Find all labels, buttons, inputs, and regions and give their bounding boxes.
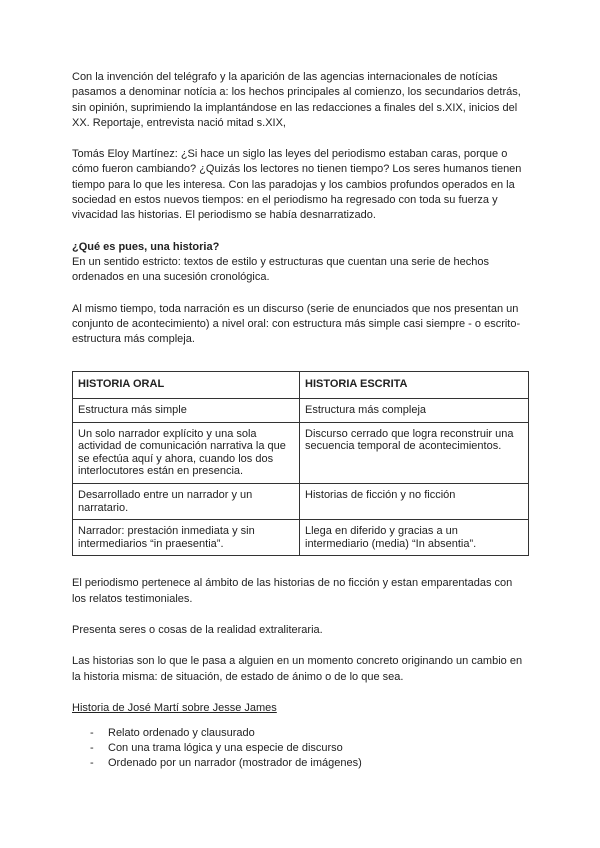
table-row [73,520,529,556]
table-cell: Historias de ficción y no ficción [300,484,529,520]
table-cell: Discurso cerrado que logra reconstruir una secuencia temporal de acontecimientos. [300,422,529,483]
list-item-text: Ordenado por un narrador (mostrador de imágenes) [108,757,362,770]
comparison-table [72,371,529,556]
table-cell: Estructura más compleja [300,399,529,423]
list-item-text: Relato ordenado y clausurado [108,727,255,740]
bullet-marker: - [90,742,94,755]
paragraph-presenta: Presenta seres o cosas de la realidad extraliteraria. [72,623,323,636]
table-cell: Desarrollado entre un narrador y un narratario. [73,484,300,520]
table-cell: Un solo narrador explícito y una sola actividad de comunicación narrativa la que se efectúa aquí y ahora, cuando los dos interlocutores están en presencia. [73,422,300,483]
paragraph-narracion: Al mismo tiempo, toda narración es un discurso (serie de enunciados que nos presentan un conjunto de acontecimiento) a nivel oral: con estructura más simple casi siempre - o escrito-estructura más compleja. [72,302,521,346]
paragraph-historias: Las historias son lo que le pasa a alguien en un momento concreto originando un cambio en la historia misma: de situación, de estado de ánimo o de lo que sea. [72,655,523,683]
table-cell: Narrador: prestación inmediata y sin intermediarios “in praesentia”. [73,520,300,556]
table-cell: Estructura más simple [73,399,300,423]
table-row [73,422,529,483]
list-item [72,726,528,741]
table-row [73,399,529,423]
link-jose-marti-jesse-james[interactable]: Historia de José Martí sobre Jesse James [72,701,277,714]
table-header-escrita: HISTORIA ESCRITA [300,372,529,399]
paragraph-intro: Con la invención del telégrafo y la aparición de las agencias internacionales de notícias pasamos a denominar notícia a: los hechos principales al comienzo, los secundarios detrás, sin opinión, suprimiendo la implantándose en las redacciones a finales del s.XIX, inicios del XX. Reportaje, entrevista nació mitad s.XIX, [72,71,521,129]
table-header-row [73,372,529,399]
bullet-marker: - [90,727,94,740]
list-item [72,741,528,756]
table-header-oral: HISTORIA ORAL [73,372,300,399]
paragraph-definition: En un sentido estricto: textos de estilo y estructuras que cuentan una serie de hechos ordenados en una sucesión cronológica. [72,255,490,284]
section-heading: ¿Qué es pues, una historia? [72,240,220,253]
bullet-marker: - [90,757,94,770]
document-page [72,70,528,771]
list-item [72,756,528,771]
table-cell: Llega en diferido y gracias a un intermediario (media) “In absentia”. [300,520,529,556]
paragraph-tomas-eloy-martinez: Tomás Eloy Martínez: ¿Si hace un siglo las leyes del periodismo estaban caras, porque o cómo fueron cambiando? ¿Quizás los lectores no tienen tiempo? Los seres humanos tienen tiempo para lo que les interesa. Con las paradojas y los cambios profundos operados en la sociedad en estos nuevos tiempos: en el periodismo ha regresado con toda su fuerza y vivacidad las historias. El periodismo se había desnarratizado. [72,148,522,222]
bullet-list [72,726,528,771]
list-item-text: Con una trama lógica y una especie de discurso [108,742,343,755]
paragraph-periodismo: El periodismo pertenece al ámbito de las historias de no ficción y estan emparentadas con los relatos testimoniales. [72,577,513,605]
table-row [73,484,529,520]
